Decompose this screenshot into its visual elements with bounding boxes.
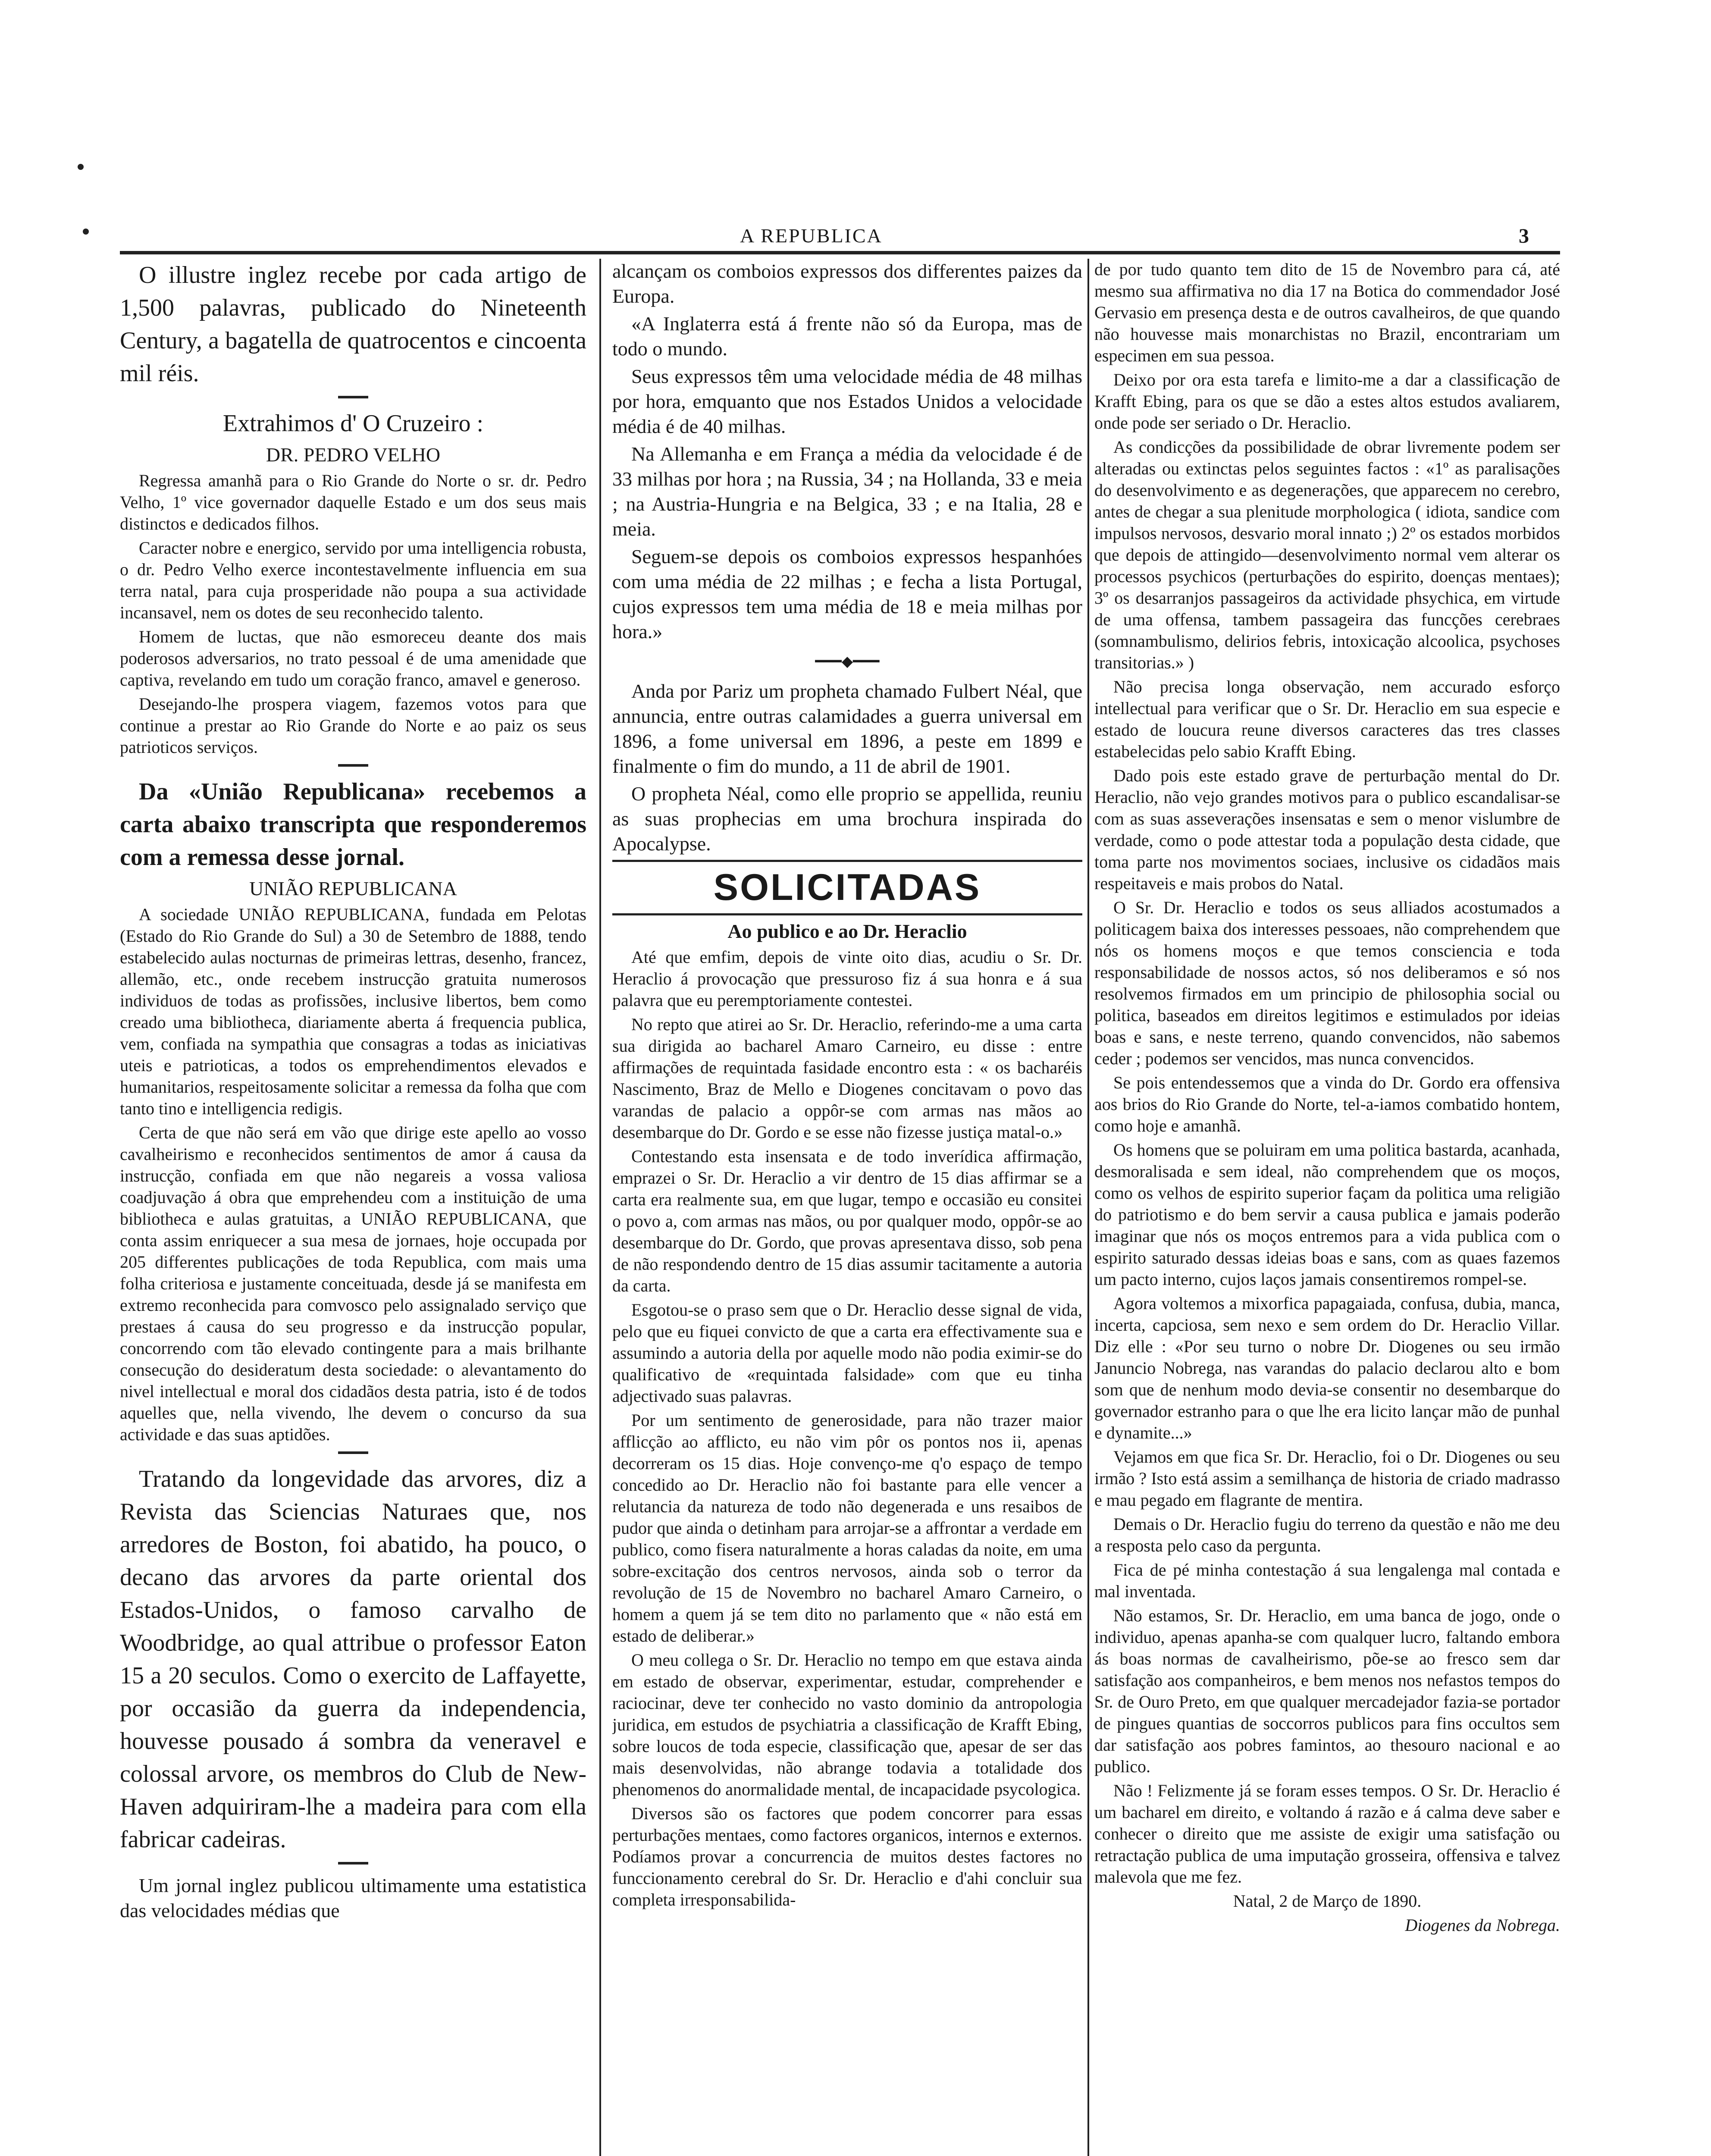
paragraph-comboios-4: Na Allemanha e em França a média da velocidade é de 33 milhas por hora ; na Russia, 34 ; na Hollanda, 33 e meia ; na Austria-Hungria e na Belgica, 33 ; e na Italia, 28 e meia. [612, 443, 1082, 540]
paragraph-propheta-2: O propheta Néal, como elle proprio se appellida, reuniu as suas prophecias em uma brochura inspirada do Apocalypse. [612, 783, 1082, 855]
column-divider-1 [599, 259, 601, 2156]
paragraph-jornal-inglez: Um jornal inglez publicou ultimamente uma estatistica das velocidades médias que [120, 1874, 586, 1921]
dateline: Natal, 2 de Março de 1890. [1233, 1891, 1422, 1911]
paragraph-col3-3: As condicções da possibilidade de obrar livremente podem ser alteradas ou extinctas pelos seguintes factos : «1º as paralisações do desenvolvimento e as degenerações, que apparecem no cerebro, antes de chegar a sua plenitude morphologica ( idiota, sandice com impulsos nervosos, desvario moral innato ;) 2º os estados morbidos que depois de attingido—desenvolvimento normal vem alterar os processos psychicos (perturbações do espirito, doenças mentaes); 3º os desarranjos passageiros da actividade phsychica, em virtude de uma offensa, tambem passageira das funcções cerebraes (somnambulismo, delirios febris, intoxicação alcoolica, psychoses transitorias.» ) [1094, 437, 1560, 672]
separator [338, 764, 368, 767]
signature: Diogenes da Nobrega. [1405, 1915, 1560, 1935]
paragraph-uniao-1: A sociedade UNIÃO REPUBLICANA, fundada em Pelotas (Estado do Rio Grande do Sul) a 30 de Setembro de 1888, tendo estabelecido aulas nocturnas de primeiras lettras, desenho, francez, allemão, etc., onde recebem instrucção gratuita numerosos individuos de todas as profissões, inclusive libertos, bem como creado uma bibliotheca, diariamente aberta á frequencia publica, vem, confiada na sympathia que consagras a todas as iniciativas uteis e patrioticas, a todos os emprehendimentos elevados e humanitarios, respeitosamente solicitar a remessa da folha que com tanto tino e intelligencia redigis. [120, 905, 586, 1118]
paragraph-col3-2: Deixo por ora esta tarefa e limito-me a dar a classificação de Krafft Ebing, para os que se dão a estes altos estudos avaliarem, onde pode ser seriado o Dr. Heraclio. [1094, 370, 1560, 432]
paragraph-heraclio-7: Diversos são os factores que podem concorrer para essas perturbações mentaes, como factores organicos, internos e externos. Podíamos provar a concurrencia de muitos destes factores no funccionamento cerebral do Sr. Dr. Heraclio e d'ahi concluir sua completa irresponsabilida- [612, 1804, 1082, 1909]
uniao-intro: Da «União Republicana» recebemos a carta abaixo transcripta que responderemos com a remessa desse jornal. [120, 778, 586, 871]
paragraph-col3-13: Não estamos, Sr. Dr. Heraclio, em uma banca de jogo, onde o individuo, apenas apanha-se com qualquer lucro, faltando embora ás boas normas de cavalheirismo, põe-se ao fresco sem dar satisfação aos companheiros, e bem menos nos nefastos tempos do Sr. de Ouro Preto, em que qualquer mercadejador fazia-se portador de pingues quantias de soccorros publicos para fins occultos sem dar satisfação aos pobres famintos, ao thesouro nacional e ao publico. [1094, 1606, 1560, 1776]
paragraph-comboios-2: «A Inglaterra está á frente não só da Europa, mas de todo o mundo. [612, 313, 1082, 360]
paragraph-heraclio-6: O meu collega o Sr. Dr. Heraclio no tempo em que estava ainda em estado de observar, experimentar, estudar, comprehender e raciocinar, deve ter conhecido no vasto dominio da antropologia juridica, em estudos de psychiatria a classificação de Krafft Ebing, sobre loucos de toda especie, classificação que, apesar de ser das mais desenvolvidas, não abrange todavia a totalidade dos phenomenos do anormalidade mental, de incapacidade psycologica. [612, 1650, 1082, 1799]
paragraph-propheta-1: Anda por Pariz um propheta chamado Fulbert Néal, que annuncia, entre outras calamidades a guerra universal em 1896, a fome universal em 1896, a peste em 1899 e finalmente o fim do mundo, a 11 de abril de 1901. [612, 680, 1082, 777]
paragraph-comboios-3: Seus expressos têm uma velocidade média de 48 milhas por hora, emquanto que nos Estados Unidos a velocidade média é de 40 milhas. [612, 365, 1082, 437]
paragraph-col3-6: O Sr. Dr. Heraclio e todos os seus alliados acostumados a politicagem baixa dos interesses pessoaes, não comprehendem que nós os homens moços e que temos consciencia e toda responsabilidade de nossos actos, só nos deliberamos e só nos resolvemos firmados em um principio de philosophia social ou politica, baseados em direitos legitimos e estimulados por ideias boas e sans, e neste terreno, quando convencidos, não sabemos ceder ; podemos ser vencidos, mas nunca convencidos. [1094, 898, 1560, 1068]
paragraph-col3-7: Se pois entendessemos que a vinda do Dr. Gordo era offensiva aos brios do Rio Grande do Norte, tel-a-iamos combatido hontem, como hoje e amanhã. [1094, 1073, 1560, 1135]
paragraph-pedro-velho-2: Caracter nobre e energico, servido por uma intelligencia robusta, o dr. Pedro Velho exerce incontestavelmente influencia em sua terra natal, para cuja prosperidade não poupa a sua actividade incansavel, nem os dotes de seu reconhecido talento. [120, 538, 586, 622]
page-number: 3 [1519, 225, 1529, 248]
paragraph-col3-14: Não ! Felizmente já se foram esses tempos. O Sr. Dr. Heraclio é um bacharel em direito, e voltando á razão e á calma deve saber e conhecer o direito que me assiste de exigir uma satisfação ou retractação publica de uma imputação grosseira, offensiva e talvez malevola que me fez. [1094, 1781, 1560, 1887]
paragraph-col3-1: de por tudo quanto tem dito de 15 de Novembro para cá, até mesmo sua affirmativa no dia 17 na Botica do commendador José Gervasio em presença desta e de outros cavalheiros, de que quando não houvesse mais monarchistas no Brazil, encontrariam um especimen em sua pessoa. [1094, 260, 1560, 365]
column-1 [120, 259, 586, 2156]
paragraph-col3-9: Agora voltemos a mixorfica papagaiada, confusa, dubia, manca, incerta, capciosa, sem nexo e sem ordem do Dr. Heraclio Villar. Diz elle : «Por seu turno o nobre Dr. Diogenes ou seu irmão Januncio Nobrega, nas varandas do palacio declarou alto e bom som que de nenhum modo devia-se consentir no desembarque do governador estranho para o que lhe era licito lançar mão de punhal e dynamite...» [1094, 1294, 1560, 1442]
paragraph-comboios-1: alcançam os comboios expressos dos differentes paizes da Europa. [612, 260, 1082, 307]
paragraph-arvores: Tratando da longevidade das arvores, diz a Revista das Sciencias Naturaes que, nos arredores de Boston, foi abatido, ha pouco, o decano das arvores da parte oriental dos Estados-Unidos, o famoso carvalho de Woodbridge, ao qual attribue o professor Eaton 15 a 20 seculos. Como o exercito de Laffayette, por occasião da guerra da independencia, houvesse pousado á sombra da veneravel e colossal arvore, os membros do Club de New-Haven adquiriram-lhe a madeira para com ella fabricar cadeiras. [120, 1466, 586, 1853]
paragraph-heraclio-4: Esgotou-se o praso sem que o Dr. Heraclio desse signal de vida, pelo que eu fiquei convicto de que a carta era effectivamente sua e assumindo a autoria della por aquelle modo não podia eximir-se do qualificativo de «requintada falsidade» com que eu tinha adjectivado suas palavras. [612, 1300, 1082, 1406]
separator [338, 1862, 368, 1865]
article-heading-uniao-republicana: UNIÃO REPUBLICANA [249, 877, 457, 899]
section-rule-top [612, 860, 1082, 862]
paragraph-pedro-velho-1: Regressa amanhã para o Rio Grande do Norte o sr. dr. Pedro Velho, 1º vice governador daquelle Estado e um dos seus mais distinctos e dedicados filhos. [120, 471, 586, 533]
scan-speck [83, 229, 89, 235]
paragraph-pedro-velho-4: Desejando-lhe prospera viagem, fazemos votos para que continue a prestar ao Rio Grande do Norte e ao paiz os seus patrioticos serviços. [120, 694, 586, 757]
separator [338, 396, 368, 398]
column-3 [1094, 259, 1560, 2156]
paragraph-col3-11: Demais o Dr. Heraclio fugiu do terreno da questão e não me deu a resposta pelo caso da pergunta. [1094, 1514, 1560, 1555]
separator [338, 1451, 368, 1454]
section-rule-bottom [612, 913, 1082, 915]
ornament-divider: ━━━◆━━━ [815, 654, 880, 670]
paragraph-heraclio-3: Contestando esta insensata e de todo inverídica affirmação, emprazei o Sr. Dr. Heraclio a vir dentro de 15 dias affirmar se a carta era realmente sua, em que lugar, tempo e occasião eu consitei o povo a, com armas nas mãos, ou por qualquer modo, oppôr-se ao desembarque do Dr. Gordo, que provas apresentava disso, sob pena de não respondendo dentro de 15 dias assumir tacitamente a autoria da carta. [612, 1147, 1082, 1295]
paragraph-illustre-inglez: O illustre inglez recebe por cada artigo de 1,500 palavras, publicado do Nineteenth Century, a bagatella de quatrocentos e cincoenta mil réis. [120, 262, 586, 387]
paragraph-col3-8: Os homens que se poluiram em uma politica bastarda, acanhada, desmoralisada e sem ideal, não comprehendem que os moços, como os velhos de espirito superior façam da politica uma religião do patriotismo e do bem servir a causa publica e jamais poderão imaginar que nós os moços entremos para a vida publica com o espirito saturado dessas ideias boas e sans, com as quaes fazemos um pacto interno, cujos laços jamais consentiremos rompel-se. [1094, 1140, 1560, 1289]
paragraph-col3-10: Vejamos em que fica Sr. Dr. Heraclio, foi o Dr. Diogenes ou seu irmão ? Isto está assim a semilhança de historia de criado madrasso e mau pegado em flagrante de mentira. [1094, 1447, 1560, 1510]
header-rule [120, 251, 1560, 254]
column-divider-2 [1087, 259, 1089, 2156]
paragraph-col3-5: Dado pois este estado grave de perturbação mental do Dr. Heraclio, não vejo grandes motivos para o publico escandalisar-se com as suas asseverações insensatas e sem o menor vislumbre de verdade, como o pode attestar toda a população desta cidade, que toma parte nos movimentos sociaes, inclusive os cidadãos mais respeitaveis e mais probos do Natal. [1094, 766, 1560, 893]
article-title-ao-publico: Ao publico e ao Dr. Heraclio [727, 920, 967, 942]
column-2 [612, 259, 1082, 2156]
paragraph-uniao-2: Certa de que não será em vão que dirige este apello ao vosso cavalheirismo e reconhecidos sentimentos de amor á causa da instrucção, confiada em que não negareis a vossa valiosa coadjuvação á obra que emprehendeu com a instituição de uma bibliotheca e aulas gratuitas, a UNIÃO REPUBLICANA, que conta assim enriquecer a sua mesa de jornaes, hoje occupada por 205 differentes publicações de toda Republica, com mais uma folha criteriosa e justamente conceituada, desde já se manifesta em extremo reconhecida para comvosco pelo assignalado serviço que prestaes á causa do seu progresso e da instrucção popular, concorrendo com tão elevado contingente para a mais brilhante consecução do desideratum desta sociedade: o alevantamento do nivel intellectual e moral dos cidadãos desta patria, isto é de todos aquelles que, nella vivendo, lhe devem o concurso da sua actividade e das suas aptidões. [120, 1123, 586, 1444]
paragraph-heraclio-1: Até que emfim, depois de vinte oito dias, acudiu o Sr. Dr. Heraclio á provocação que pressuroso fiz á sua honra e á sua palavra que eu peremptoriamente contestei. [612, 947, 1082, 1010]
paragraph-comboios-5: Seguem-se depois os comboios expressos hespanhóes com uma média de 22 milhas ; e fecha a lista Portugal, cujos expressos tem uma média de 18 e meia milhas por hora.» [612, 545, 1082, 642]
paragraph-col3-4: Não precisa longa observação, nem accurado esforço intellectual para verificar que o Sr. Dr. Heraclio em sua especie e estado de loucura reune diversos caracteres das tres classes estabelecidas pelo sabio Krafft Ebing. [1094, 677, 1560, 761]
section-title-solicitadas: SOLICITADAS [713, 867, 981, 908]
extract-heading: Extrahimos d' O Cruzeiro : [222, 410, 484, 437]
scan-speck [78, 164, 84, 170]
paragraph-col3-12: Fica de pé minha contestação á sua lengalenga mal contada e mal inventada. [1094, 1560, 1560, 1601]
paragraph-heraclio-5: Por um sentimento de generosidade, para não trazer maior afflicção ao afflicto, eu não vim pôr os pontos nos ii, apenas decorreram os 15 dias. Hoje convenço-me q'o espaço de tempo concedido ao Dr. Heraclio não foi bastante para elle vencer a relutancia da natureza de todo não degenerada e uns resaibos de pudor que ainda o detinham para arrojar-se a affrontar a verdade em publico, como fisera naturalmente a horas caladas da noite, em uma sobre-excitação dos centros nervosos, ainda sob o terror da revolução de 15 de Novembro no bacharel Amaro Carneiro, o homem a quem já se tem dito no parlamento que « não está em estado de deliberar.» [612, 1410, 1082, 1645]
article-heading-pedro-velho: DR. PEDRO VELHO [266, 444, 441, 466]
paragraph-pedro-velho-3: Homem de luctas, que não esmoreceu deante dos mais poderosos adversarios, no trato pessoal é de uma amenidade que captiva, revelando em tudo um coração franco, amavel e generoso. [120, 627, 586, 689]
paragraph-heraclio-2: No repto que atirei ao Sr. Dr. Heraclio, referindo-me a uma carta sua dirigida ao bacharel Amaro Carneiro, eu disse : entre affirmações de requintada fasidade encontro esta : « os bacharéis Nascimento, Braz de Mello e Diogenes concitavam o povo das varandas de palacio a oppôr-se com armas nas mãos ao desembarque do Dr. Gordo e se esse não fizesse justiça matal-o.» [612, 1015, 1082, 1142]
running-title: A REPUBLICA [740, 225, 883, 247]
